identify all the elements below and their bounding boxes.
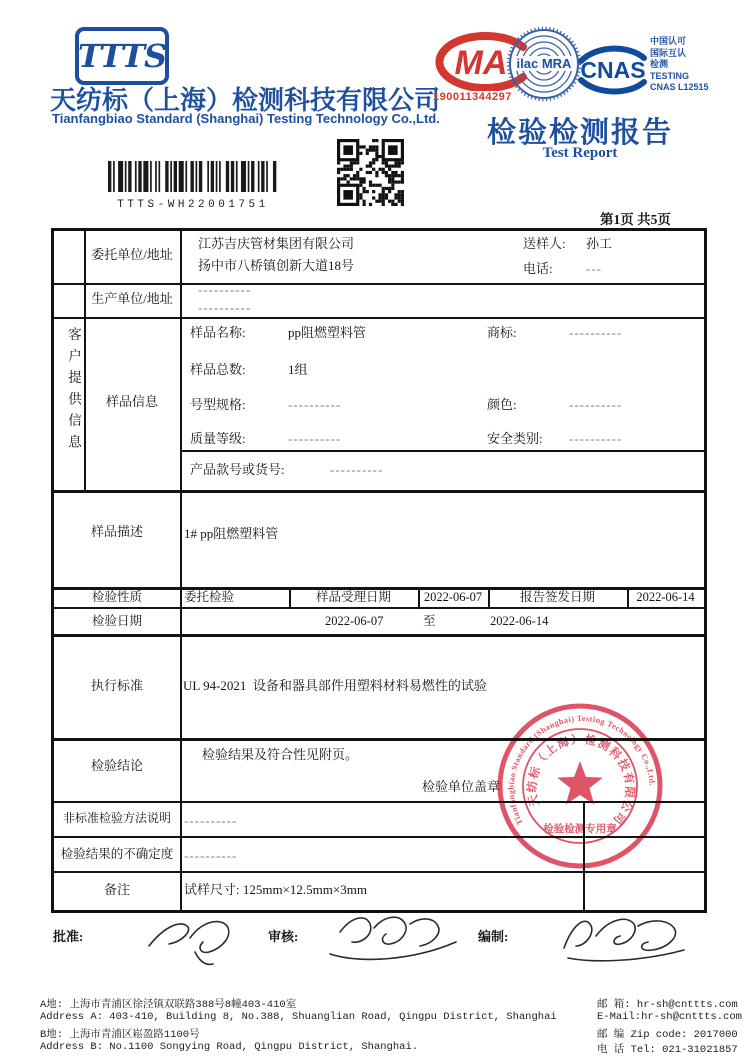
page-indicator: 第1页 共5页 [600, 212, 671, 227]
test-date-to-word: 至 [423, 614, 436, 628]
accept-date-label: 样品受理日期 [315, 590, 391, 604]
grade-value: ---------- [288, 431, 342, 446]
preparer-signature-icon [548, 902, 698, 972]
sample-count-label: 样品总数: [190, 362, 246, 377]
cma-number: 190011344297 [433, 91, 512, 103]
footer-address-b-en: Address B: No.1100 Songying Road, Qingpu District, Shanghai. [40, 1041, 419, 1053]
svg-text:ilac MRA: ilac MRA [516, 56, 572, 71]
nonstandard-value: ---------- [184, 813, 238, 828]
item-no-label: 产品款号或货号: [190, 462, 285, 477]
barcode-text: TTTS-WH22001751 [117, 199, 269, 211]
sample-name-label: 样品名称: [190, 325, 246, 340]
producer-name-placeholder: ---------- [198, 282, 252, 297]
sample-name-value: pp阻燃塑料管 [288, 325, 367, 340]
grade-label: 质量等级: [190, 431, 246, 446]
cnas-line: 中国认可 [650, 36, 687, 46]
conclusion-value: 检验结果及符合性见附页。 [202, 747, 359, 762]
producer-address-placeholder: ---------- [198, 300, 252, 315]
footer-tel: 电 话 Tel: 021-31021857 [597, 1044, 738, 1056]
remark-value: 试样尺寸: 125mm×12.5mm×3mm [184, 882, 367, 897]
producer-label: 生产单位/地址 [91, 291, 173, 306]
svg-text:检验检测专用章: 检验检测专用章 [543, 824, 617, 835]
remark-label: 备注 [103, 882, 130, 897]
company-logo-text: TTTS [77, 37, 167, 75]
consignor-address: 扬中市八桥镇创新大道18号 [198, 258, 355, 273]
reviewer-signature-icon [322, 902, 472, 972]
qr-code-icon [337, 139, 404, 206]
footer-email-en: E-Mail:hr-sh@cnttts.com [597, 1011, 742, 1023]
cnas-accreditation-text [650, 36, 709, 94]
company-name-en: Tianfangbiao Standard (Shanghai) Testing Technology Co.,Ltd. [52, 111, 440, 126]
spec-value: ---------- [288, 397, 342, 412]
sender-value: 孙工 [586, 236, 613, 251]
footer-address-a-cn: A地: 上海市青浦区徐泾镇双联路388号8幢403-410室 [40, 999, 297, 1011]
safety-label: 安全类别: [487, 431, 543, 446]
svg-text:天纺标（上海）检测科技有限公司: 天纺标（上海）检测科技有限公司 [526, 733, 636, 827]
test-nature-value: 委托检验 [184, 590, 235, 604]
uncertainty-value: ---------- [184, 848, 238, 863]
safety-value: ---------- [569, 431, 623, 446]
test-date-to: 2022-06-14 [490, 614, 549, 628]
client-info-vertical-header: 客户提供信息 [66, 327, 81, 456]
stamp-star-icon [557, 761, 603, 804]
issue-date-value: 2022-06-14 [636, 590, 695, 604]
accept-date-value: 2022-06-07 [423, 590, 483, 604]
sample-count-value: 1组 [288, 362, 308, 377]
standard-value: UL 94-2021 设备和器具部件用塑料材料易燃性的试验 [183, 678, 487, 693]
review-label: 审核: [268, 929, 299, 944]
footer-address-b-cn: B地: 上海市青浦区崧盈路1100号 [40, 1029, 200, 1041]
phone-label: 电话: [523, 261, 553, 276]
description-value: 1# pp阻燃塑料管 [184, 526, 279, 541]
report-title-cn: 检验检测报告 [486, 117, 673, 149]
phone-value: --- [586, 261, 602, 276]
footer-address-a-en: Address A: 403-410, Building 8, No.388, Shuanglian Road, Qingpu District, Shanghai [40, 1011, 557, 1023]
ilac-mra-logo-icon [506, 26, 582, 102]
svg-text:CNAS: CNAS [580, 57, 646, 83]
prepare-label: 编制: [478, 929, 509, 944]
cnas-line: 国际互认 [650, 47, 687, 58]
issue-date-label: 报告签发日期 [519, 590, 595, 604]
svg-text:Tianfangbiao Standard (Shangha: Tianfangbiao Standard (Shanghai) Testing Technology Co.,Ltd. [506, 713, 657, 827]
brand-label: 商标: [487, 325, 517, 340]
description-label: 样品描述 [90, 524, 143, 539]
company-logo [75, 27, 169, 85]
approver-signature-icon [135, 908, 250, 970]
nonstandard-label: 非标准检验方法说明 [62, 811, 171, 825]
conclusion-label: 检验结论 [90, 758, 143, 773]
barcode-bars-icon [108, 161, 278, 192]
color-label: 颜色: [487, 397, 517, 412]
brand-value: ---------- [569, 325, 623, 340]
seal-hint: 检验单位盖章 [422, 779, 501, 794]
consignor-name: 江苏吉庆管材集团有限公司 [198, 236, 355, 251]
consignor-label: 委托单位/地址 [91, 247, 173, 262]
spec-label: 号型规格: [190, 397, 246, 412]
barcode [108, 161, 278, 211]
item-no-value: ---------- [330, 462, 384, 477]
company-name-cn: 天纺标（上海）检测科技有限公司 [50, 86, 441, 115]
report-title-en: Test Report [542, 145, 618, 161]
test-date-from: 2022-06-07 [325, 614, 384, 628]
uncertainty-label: 检验结果的不确定度 [60, 847, 174, 861]
svg-text:MA: MA [454, 44, 508, 82]
test-nature-label: 检验性质 [91, 590, 142, 604]
approve-label: 批准: [53, 929, 84, 944]
standard-label: 执行标准 [90, 678, 143, 693]
cnas-line: CNAS L12515 [650, 82, 709, 92]
cnas-line: 检测 [650, 59, 669, 69]
company-seal-stamp-icon [493, 699, 667, 873]
test-date-label: 检验日期 [91, 614, 142, 628]
sender-label: 送样人: [523, 236, 566, 251]
footer-email-cn: 邮 箱: hr-sh@cnttts.com [597, 999, 738, 1011]
cnas-line: TESTING [650, 70, 690, 81]
sample-info-label: 样品信息 [105, 394, 158, 409]
footer-zip: 邮 编 Zip code: 2017000 [597, 1029, 738, 1041]
color-value: ---------- [569, 397, 623, 412]
cnas-logo-icon [577, 42, 647, 96]
